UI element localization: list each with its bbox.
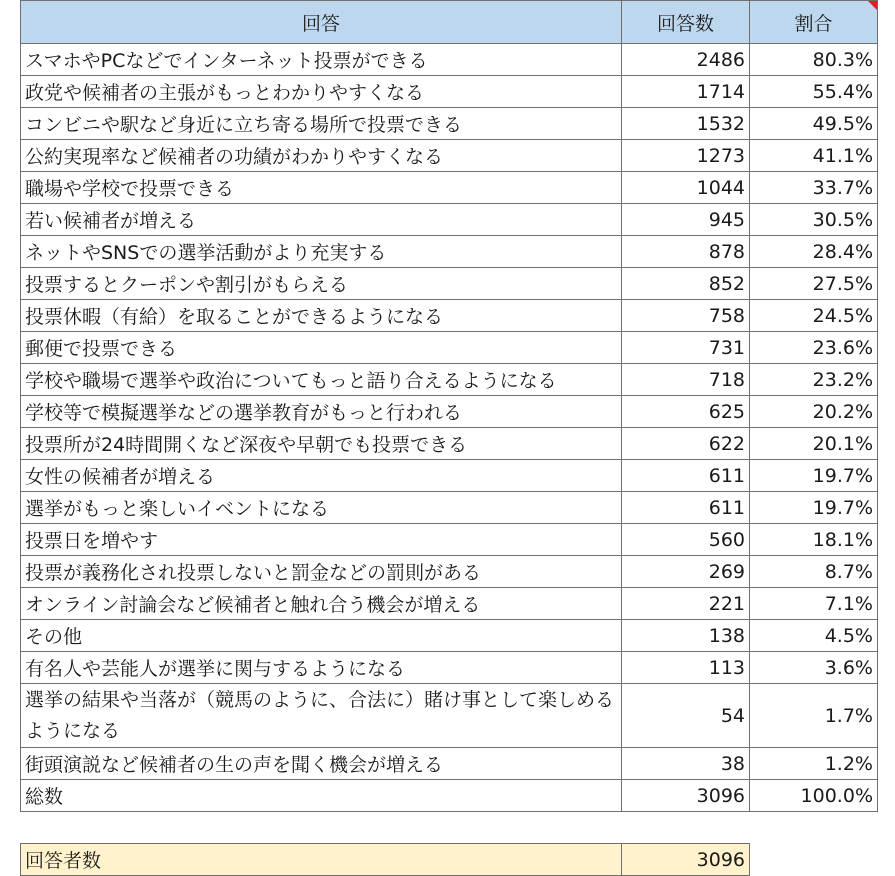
cell-ratio[interactable]: 18.1% [750, 524, 878, 556]
header-ratio[interactable] [750, 1, 878, 44]
header-answer[interactable]: 回答 [21, 1, 622, 44]
cell-ratio[interactable]: 19.7% [750, 492, 878, 524]
cell-ratio[interactable]: 33.7% [750, 172, 878, 204]
cell-count[interactable]: 560 [622, 524, 750, 556]
cell-ratio[interactable]: 19.7% [750, 460, 878, 492]
table-row [21, 460, 878, 492]
cell-count[interactable]: 54 [622, 684, 750, 748]
cell-count[interactable]: 611 [622, 460, 750, 492]
cell-answer[interactable]: 学校や職場で選挙や政治についてもっと語り合えるようになる [21, 364, 622, 396]
cell-count[interactable]: 611 [622, 492, 750, 524]
cell-answer[interactable]: ネットやSNSでの選挙活動がより充実する [21, 236, 622, 268]
table-row [21, 236, 878, 268]
cell-count[interactable]: 269 [622, 556, 750, 588]
cell-answer[interactable]: 郵便で投票できる [21, 332, 622, 364]
cell-ratio[interactable]: 23.6% [750, 332, 878, 364]
respondents-value[interactable]: 3096 [622, 844, 750, 876]
cell-answer[interactable]: その他 [21, 620, 622, 652]
cell-answer[interactable]: 投票所が24時間開くなど深夜や早朝でも投票できる [21, 428, 622, 460]
cell-answer[interactable]: 選挙がもっと楽しいイベントになる [21, 492, 622, 524]
comment-indicator-icon[interactable] [868, 1, 877, 10]
table-row [21, 556, 878, 588]
cell-count[interactable]: 1044 [622, 172, 750, 204]
cell-answer[interactable]: 若い候補者が増える [21, 204, 622, 236]
cell-answer[interactable]: 公約実現率など候補者の功績がわかりやすくなる [21, 140, 622, 172]
header-row [21, 1, 878, 44]
table-row [21, 204, 878, 236]
cell-answer[interactable]: 投票するとクーポンや割引がもらえる [21, 268, 622, 300]
cell-count[interactable]: 1714 [622, 76, 750, 108]
table-row [21, 332, 878, 364]
total-ratio[interactable]: 100.0% [750, 780, 878, 812]
cell-answer[interactable]: 投票が義務化され投票しないと罰金などの罰則がある [21, 556, 622, 588]
cell-answer[interactable]: 有名人や芸能人が選挙に関与するようになる [21, 652, 622, 684]
header-count[interactable]: 回答数 [622, 1, 750, 44]
cell-ratio[interactable]: 23.2% [750, 364, 878, 396]
cell-ratio[interactable]: 3.6% [750, 652, 878, 684]
cell-answer[interactable]: 投票休暇（有給）を取ることができるようになる [21, 300, 622, 332]
cell-ratio[interactable]: 49.5% [750, 108, 878, 140]
respondents-row [21, 844, 750, 876]
total-label[interactable]: 総数 [21, 780, 622, 812]
cell-count[interactable]: 138 [622, 620, 750, 652]
cell-count[interactable]: 718 [622, 364, 750, 396]
cell-count[interactable]: 945 [622, 204, 750, 236]
cell-ratio[interactable]: 4.5% [750, 620, 878, 652]
cell-ratio[interactable]: 24.5% [750, 300, 878, 332]
cell-ratio[interactable]: 7.1% [750, 588, 878, 620]
table-row [21, 300, 878, 332]
table-row [21, 684, 878, 748]
cell-count[interactable]: 1273 [622, 140, 750, 172]
table-row [21, 748, 878, 780]
respondents-label[interactable]: 回答者数 [21, 844, 622, 876]
cell-ratio[interactable]: 28.4% [750, 236, 878, 268]
cell-count[interactable]: 731 [622, 332, 750, 364]
table-row [21, 172, 878, 204]
table-row [21, 44, 878, 76]
cell-count[interactable]: 1532 [622, 108, 750, 140]
table-row [21, 588, 878, 620]
total-count[interactable]: 3096 [622, 780, 750, 812]
table-row [21, 108, 878, 140]
cell-count[interactable]: 38 [622, 748, 750, 780]
cell-count[interactable]: 878 [622, 236, 750, 268]
cell-ratio[interactable]: 1.2% [750, 748, 878, 780]
cell-answer[interactable]: 投票日を増やす [21, 524, 622, 556]
cell-count[interactable]: 221 [622, 588, 750, 620]
cell-answer[interactable]: スマホやPCなどでインターネット投票ができる [21, 44, 622, 76]
cell-count[interactable]: 852 [622, 268, 750, 300]
cell-count[interactable]: 622 [622, 428, 750, 460]
cell-ratio[interactable]: 30.5% [750, 204, 878, 236]
table-row [21, 396, 878, 428]
cell-ratio[interactable]: 27.5% [750, 268, 878, 300]
total-row [21, 780, 878, 812]
cell-count[interactable]: 113 [622, 652, 750, 684]
results-table [20, 0, 878, 812]
table-row [21, 492, 878, 524]
cell-answer[interactable]: オンライン討論会など候補者と触れ合う機会が増える [21, 588, 622, 620]
table-row [21, 428, 878, 460]
table-row [21, 524, 878, 556]
table-body [21, 44, 878, 780]
cell-answer[interactable]: 政党や候補者の主張がもっとわかりやすくなる [21, 76, 622, 108]
cell-ratio[interactable]: 41.1% [750, 140, 878, 172]
cell-ratio[interactable]: 55.4% [750, 76, 878, 108]
table-row [21, 76, 878, 108]
header-ratio-label: 割合 [794, 12, 833, 35]
table-row [21, 268, 878, 300]
cell-ratio[interactable]: 80.3% [750, 44, 878, 76]
cell-answer[interactable]: コンビニや駅など身近に立ち寄る場所で投票できる [21, 108, 622, 140]
cell-ratio[interactable]: 20.2% [750, 396, 878, 428]
cell-answer[interactable]: 選挙の結果や当落が（競馬のように、合法に）賭け事として楽しめるようになる [21, 684, 622, 748]
cell-ratio[interactable]: 1.7% [750, 684, 878, 748]
cell-count[interactable]: 758 [622, 300, 750, 332]
table-row [21, 620, 878, 652]
cell-answer[interactable]: 女性の候補者が増える [21, 460, 622, 492]
cell-count[interactable]: 625 [622, 396, 750, 428]
cell-answer[interactable]: 街頭演説など候補者の生の声を聞く機会が増える [21, 748, 622, 780]
table-row [21, 364, 878, 396]
cell-ratio[interactable]: 20.1% [750, 428, 878, 460]
cell-ratio[interactable]: 8.7% [750, 556, 878, 588]
table-row [21, 140, 878, 172]
respondents-summary-table [20, 843, 750, 876]
cell-answer[interactable]: 職場や学校で投票できる [21, 172, 622, 204]
cell-count[interactable]: 2486 [622, 44, 750, 76]
table-row [21, 652, 878, 684]
cell-answer[interactable]: 学校等で模擬選挙などの選挙教育がもっと行われる [21, 396, 622, 428]
